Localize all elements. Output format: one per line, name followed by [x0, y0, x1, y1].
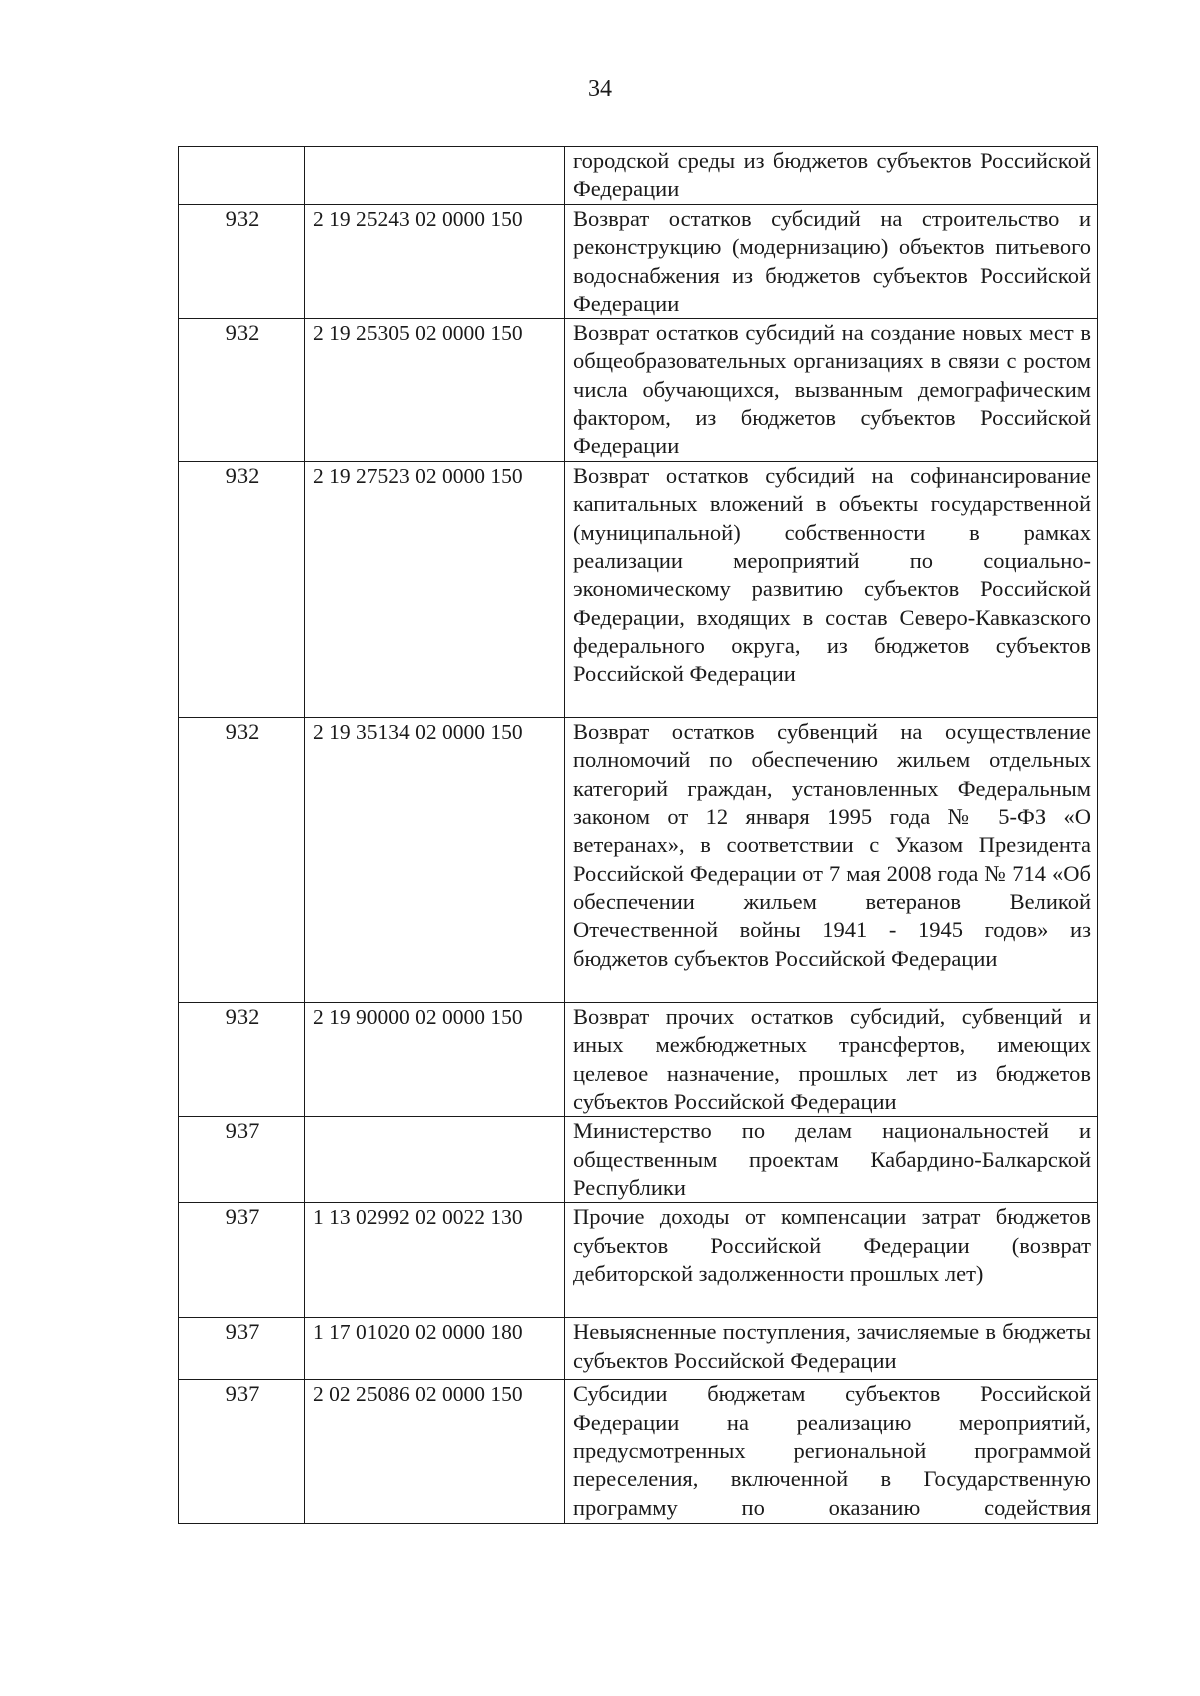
- table-row: [179, 718, 1098, 1003]
- table-row: [179, 1380, 1098, 1524]
- budget-code-cell: [305, 1117, 565, 1203]
- revenue-name-cell: Возврат остатков субсидий на софинансирование капитальных вложений в объекты государственной (муниципальной) собственности в рамках реализации мероприятий по социально-экономическому развитию субъектов Российской Федерации, входящих в состав Северо-Кавказского федерального округа, из бюджетов субъектов Российской Федерации: [565, 462, 1098, 718]
- admin-code-cell: 932: [179, 462, 305, 718]
- revenue-name-cell: Министерство по делам национальностей и общественным проектам Кабардино-Балкарской Республики: [565, 1117, 1098, 1203]
- budget-code-cell: 2 19 35134 02 0000 150: [305, 718, 565, 1003]
- admin-code-cell: 932: [179, 205, 305, 319]
- table-row: [179, 1117, 1098, 1203]
- revenue-name-cell: Возврат остатков субсидий на создание новых мест в общеобразовательных организациях в связи с ростом числа обучающихся, вызванным демографическим фактором, из бюджетов субъектов Российской Федерации: [565, 319, 1098, 462]
- admin-code-cell: 932: [179, 319, 305, 462]
- revenue-name-cell: Прочие доходы от компенсации затрат бюджетов субъектов Российской Федерации (возврат дебиторской задолженности прошлых лет): [565, 1203, 1098, 1318]
- revenue-name-cell: городской среды из бюджетов субъектов Российской Федерации: [565, 147, 1098, 205]
- table-row: [179, 147, 1098, 205]
- budget-classification-table: [178, 146, 1098, 1524]
- budget-code-cell: 2 19 25243 02 0000 150: [305, 205, 565, 319]
- table-row: [179, 1203, 1098, 1318]
- table-row: [179, 1318, 1098, 1380]
- admin-code-cell: [179, 147, 305, 205]
- table-row: [179, 319, 1098, 462]
- admin-code-cell: 937: [179, 1318, 305, 1380]
- revenue-name-cell: Возврат прочих остатков субсидий, субвенций и иных межбюджетных трансфертов, имеющих целевое назначение, прошлых лет из бюджетов субъектов Российской Федерации: [565, 1003, 1098, 1117]
- revenue-name-cell: Субсидии бюджетам субъектов Российской Федерации на реализацию мероприятий, предусмотренных региональной программой переселения, включенной в Государственную программу по оказанию содействия: [565, 1380, 1098, 1524]
- budget-code-cell: [305, 147, 565, 205]
- table-row: [179, 1003, 1098, 1117]
- revenue-name-cell: Возврат остатков субвенций на осуществление полномочий по обеспечению жильем отдельных категорий граждан, установленных Федеральным законом от 12 января 1995 года № 5-ФЗ «О ветеранах», в соответствии с Указом Президента Российской Федерации от 7 мая 2008 года № 714 «Об обеспечении жильем ветеранов Великой Отечественной войны 1941 - 1945 годов» из бюджетов субъектов Российской Федерации: [565, 718, 1098, 1003]
- admin-code-cell: 937: [179, 1203, 305, 1318]
- budget-code-cell: 2 19 27523 02 0000 150: [305, 462, 565, 718]
- admin-code-cell: 932: [179, 718, 305, 1003]
- budget-code-cell: 2 19 25305 02 0000 150: [305, 319, 565, 462]
- admin-code-cell: 937: [179, 1380, 305, 1524]
- admin-code-cell: 932: [179, 1003, 305, 1117]
- budget-code-cell: 1 17 01020 02 0000 180: [305, 1318, 565, 1380]
- table-row: [179, 462, 1098, 718]
- revenue-name-cell: Невыясненные поступления, зачисляемые в бюджеты субъектов Российской Федерации: [565, 1318, 1098, 1380]
- table-row: [179, 205, 1098, 319]
- revenue-name-cell: Возврат остатков субсидий на строительство и реконструкцию (модернизацию) объектов питьевого водоснабжения из бюджетов субъектов Российской Федерации: [565, 205, 1098, 319]
- admin-code-cell: 937: [179, 1117, 305, 1203]
- page-number: 34: [588, 76, 612, 102]
- budget-code-cell: 2 19 90000 02 0000 150: [305, 1003, 565, 1117]
- budget-code-cell: 1 13 02992 02 0022 130: [305, 1203, 565, 1318]
- budget-code-cell: 2 02 25086 02 0000 150: [305, 1380, 565, 1524]
